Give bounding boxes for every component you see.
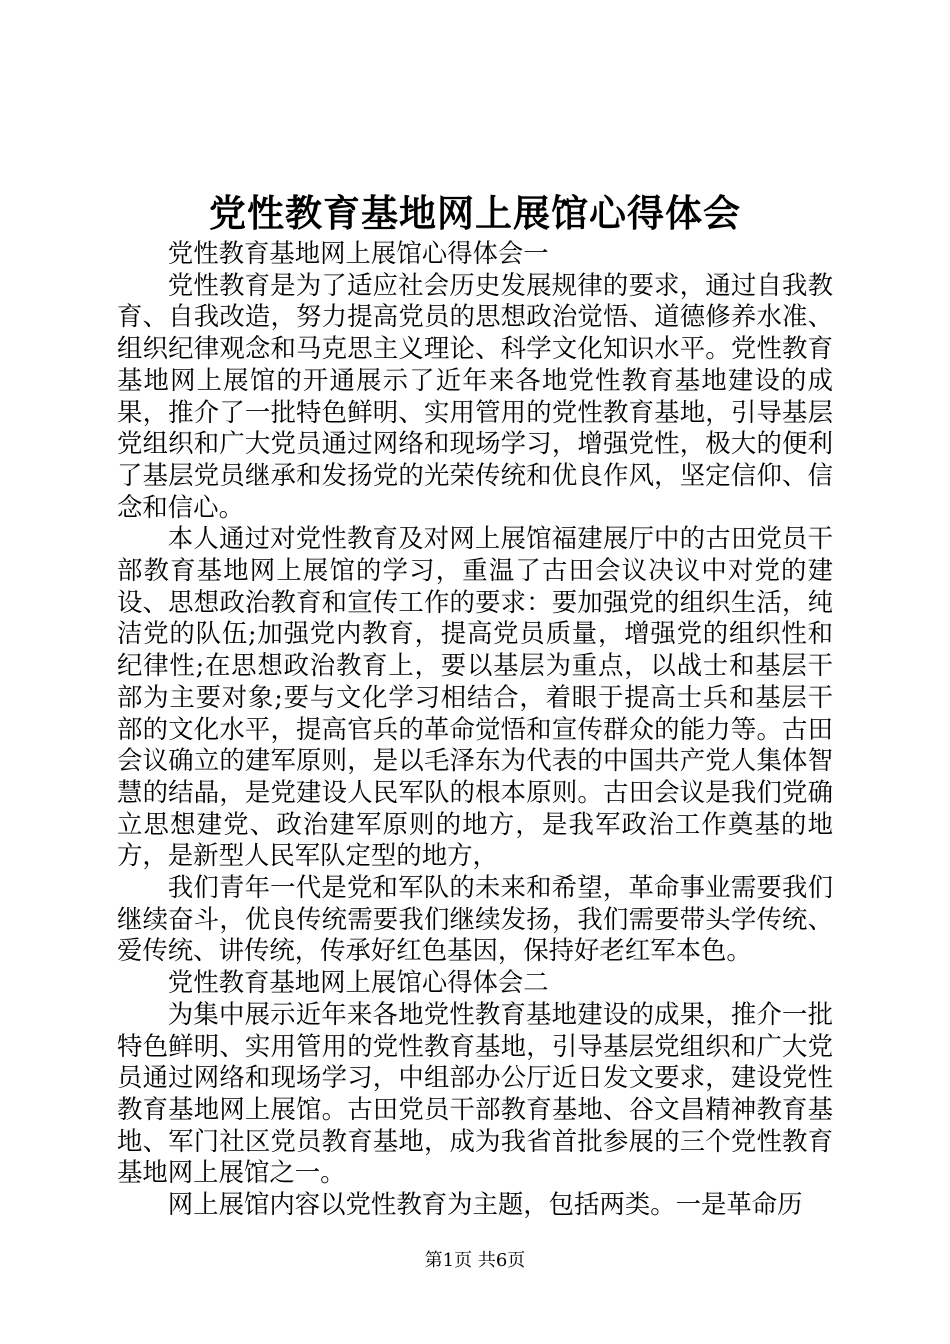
document-title: 党性教育基地网上展馆心得体会 (209, 191, 741, 235)
section-heading-1: 党性教育基地网上展馆心得体会一 (167, 238, 549, 268)
paragraph: 网上展馆内容以党性教育为主题，包括两类。一是革命历 (167, 1189, 803, 1220)
document-body (117, 238, 833, 1221)
page-footer: 第1页 共6页 (424, 1250, 526, 1271)
paragraph: 我们青年一代是党和军队的未来和希望，革命事业需要我们继续奋斗，优良传统需要我们继续发扬，我们需要带头学传统、爱传统、讲传统，传承好红色基因，保持好老红军本色。 (117, 872, 833, 966)
paragraph: 党性教育是为了适应社会历史发展规律的要求，通过自我教育、自我改造，努力提高党员的思想政治觉悟、道德修养水准、组织纪律观念和马克思主义理论、科学文化知识水平。党性教育基地网上展馆的开通展示了近年来各地党性教育基地建设的成果，推介了一批特色鲜明、实用管用的党性教育基地，引导基层党组织和广大党员通过网络和现场学习，增强党性，极大的便利了基层党员继承和发扬党的光荣传统和优良作风，坚定信仰、信念和信心。 (117, 269, 833, 522)
section-heading-2: 党性教育基地网上展馆心得体会二 (167, 967, 549, 998)
paragraph: 为集中展示近年来各地党性教育基地建设的成果，推介一批特色鲜明、实用管用的党性教育基地，引导基层党组织和广大党员通过网络和现场学习，中组部办公厅近日发文要求，建设党性教育基地网上展馆。古田党员干部教育基地、谷文昌精神教育基地、军门社区党员教育基地，成为我省首批参展的三个党性教育基地网上展馆之一。 (117, 998, 833, 1188)
paragraph: 本人通过对党性教育及对网上展馆福建展厅中的古田党员干部教育基地网上展馆的学习，重温了古田会议决议中对党的建设、思想政治教育和宣传工作的要求：要加强党的组织生活，纯洁党的队伍;加强党内教育，提高党员质量，增强党的组织性和纪律性;在思想政治教育上，要以基层为重点，以战士和基层干部为主要对象;要与文化学习相结合，着眼于提高士兵和基层干部的文化水平，提高官兵的革命觉悟和宣传群众的能力等。古田会议确立的建军原则，是以毛泽东为代表的中国共产党人集体智慧的结晶，是党建设人民军队的根本原则。古田会议是我们党确立思想建党、政治建军原则的地方，是我军政治工作奠基的地方，是新型人民军队定型的地方， (117, 523, 833, 871)
